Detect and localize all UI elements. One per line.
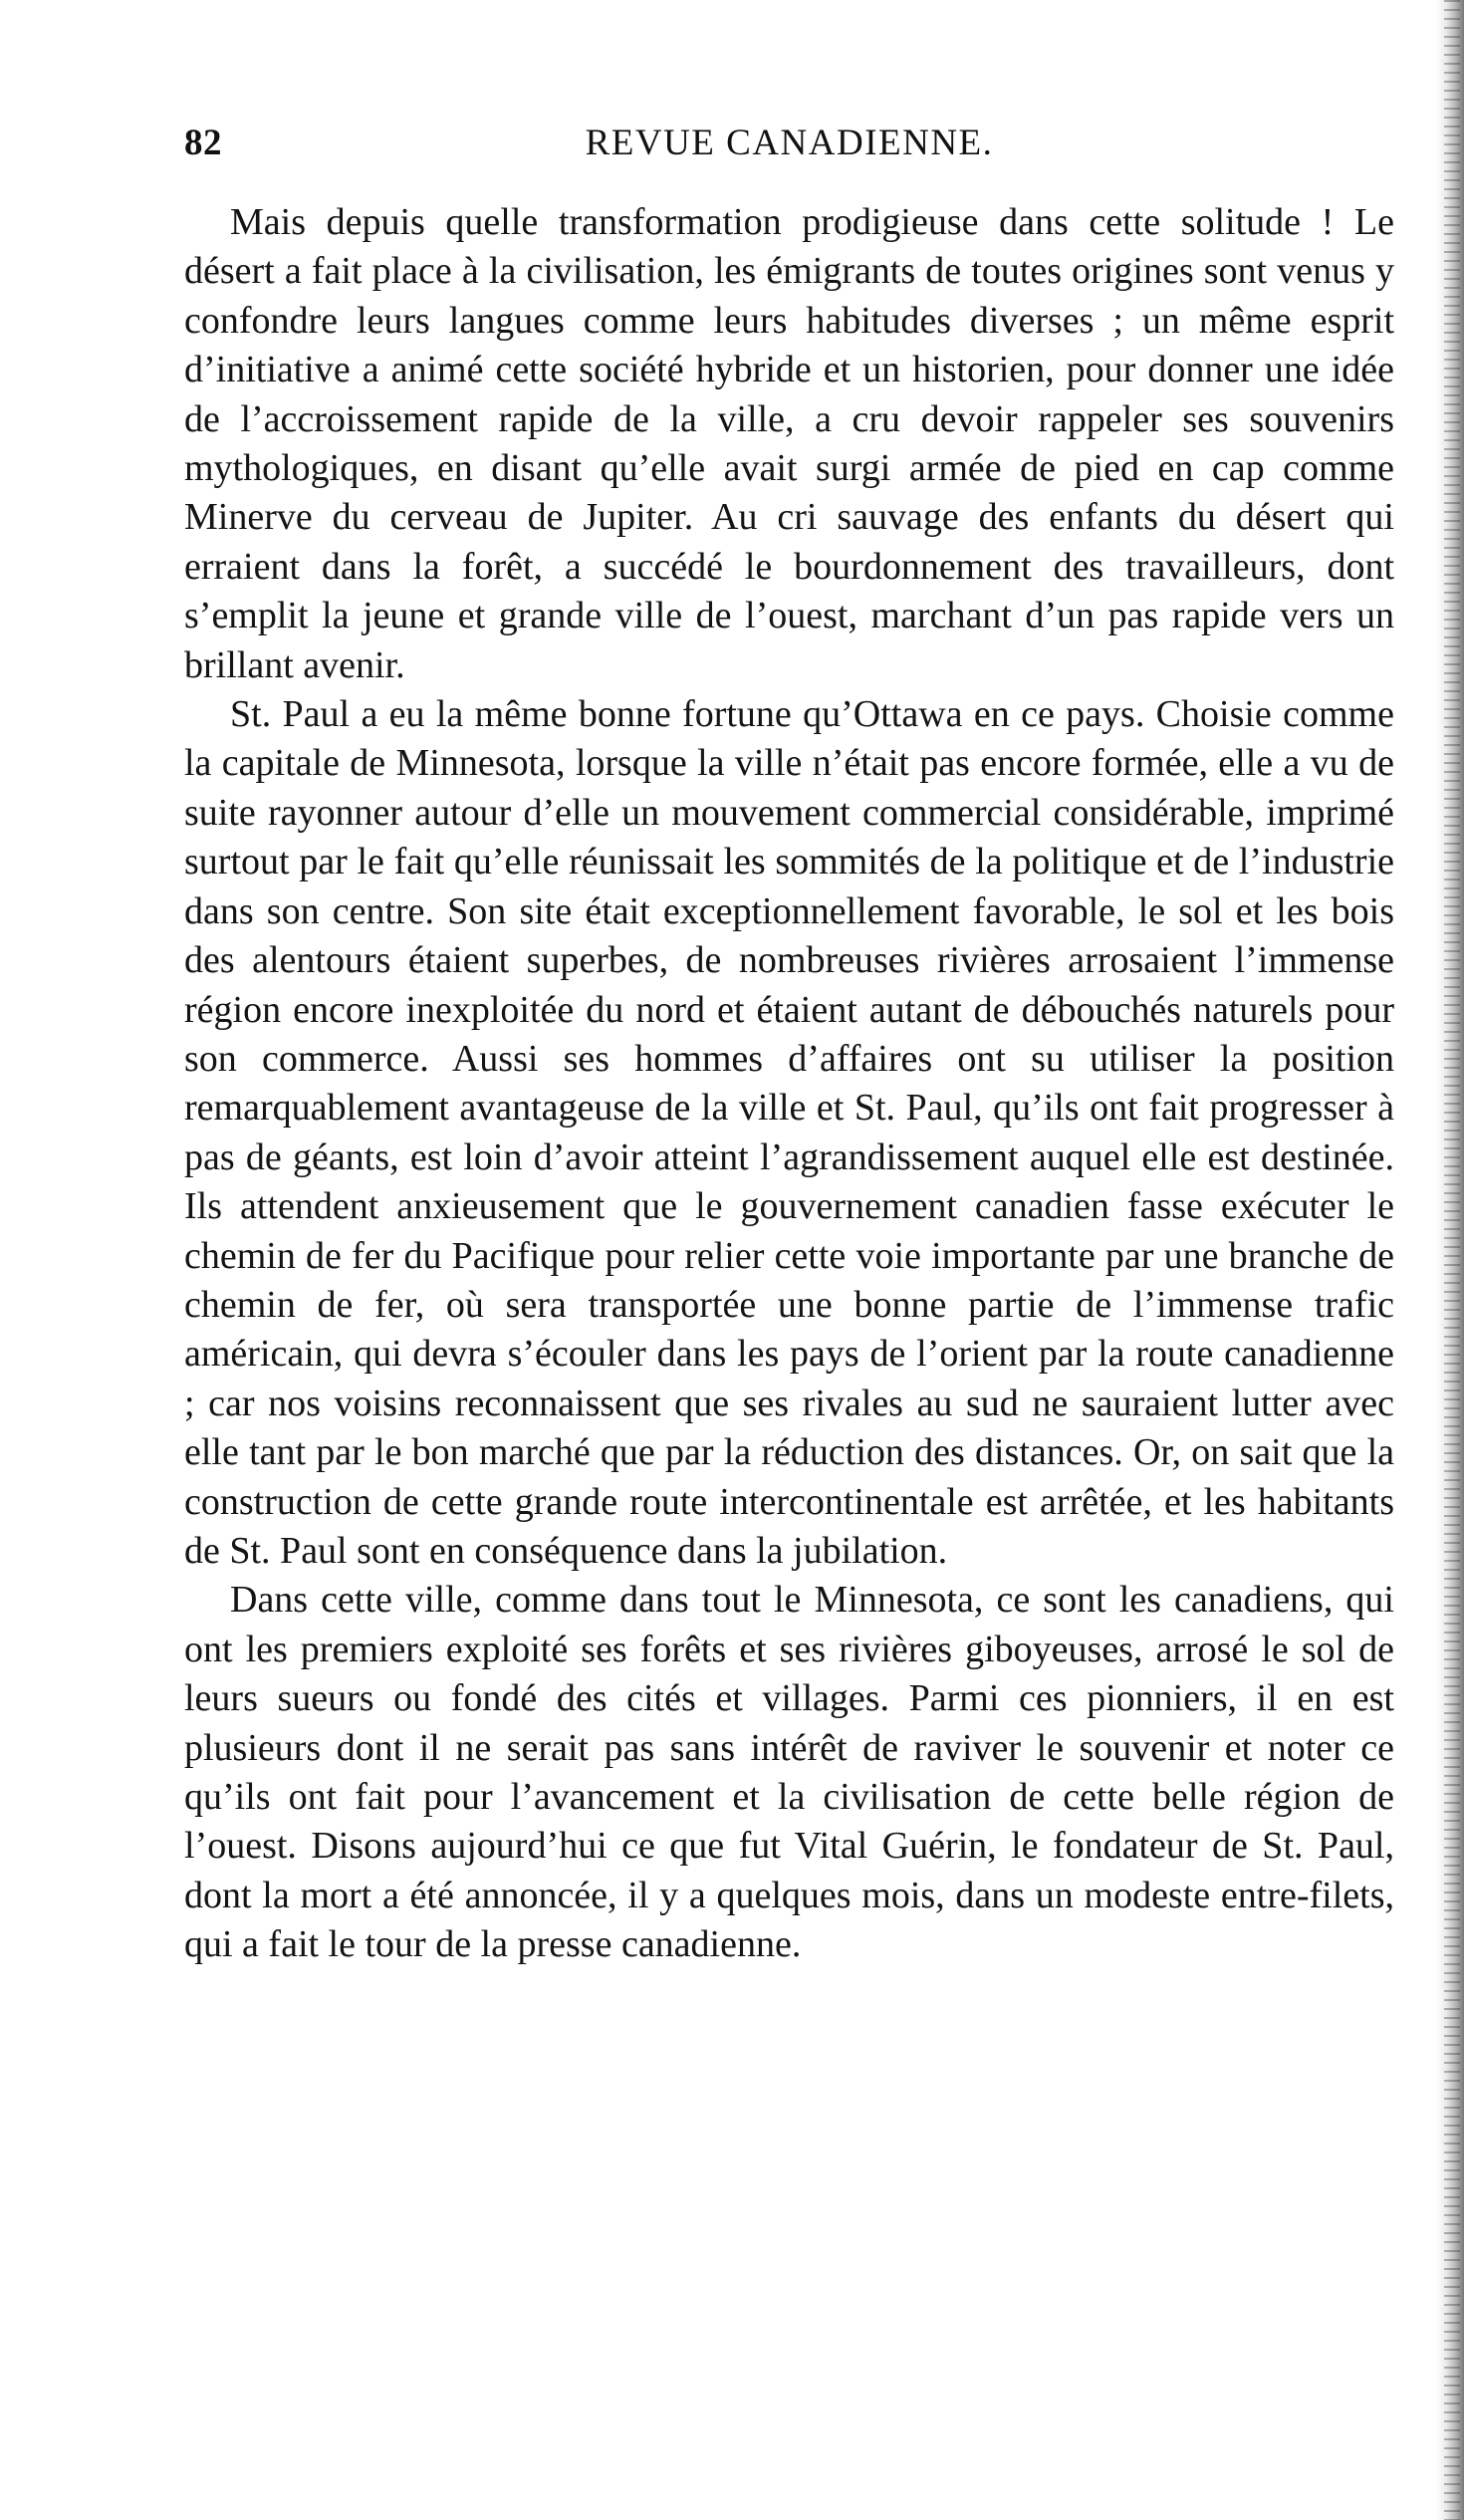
paragraph: Dans cette ville, comme dans tout le Minnesota, ce sont les canadiens, qui ont les premiers exploité ses forêts et ses rivières giboyeuses, arrosé le sol de leurs sueurs ou fondé des cités et villages. Parmi ces pionniers, il en est plusieurs dont il ne serait pas sans intérêt de raviver le souvenir et noter ce qu’ils ont fait pour l’avancement et la civilisation de cette belle région de l’ouest. Disons aujourd’hui ce que fut Vital Guérin, le fondateur de St. Paul, dont la mort a été annoncée, il y a quelques mois, dans un modeste entre-filets, qui a fait le tour de la presse canadienne.	[184, 1579, 1394, 1966]
running-head	[184, 122, 1394, 181]
article-body	[184, 198, 1394, 1970]
page-edge-texture	[1444, 0, 1460, 2520]
paragraph: St. Paul a eu la même bonne fortune qu’Ottawa en ce pays. Choisie comme la capitale de Minnesota, lorsque la ville n’était pas encore formée, elle a vu de suite rayonner autour d’elle un mouvement commercial considérable, imprimé surtout par le fait qu’elle réunissait les sommités de la politique et de l’industrie dans son centre. Son site était exceptionnellement favorable, le sol et les bois des alentours étaient superbes, de nombreuses rivières arrosaient l’immense région encore inexploitée du nord et étaient autant de débouchés naturels pour son commerce. Aussi ses hommes d’affaires ont su utiliser la position remarquablement avantageuse de la ville et St. Paul, qu’ils ont fait progresser à pas de géants, est loin d’avoir atteint l’agrandissement auquel elle est destinée. Ils attendent anxieusement que le gouvernement canadien fasse exécuter le chemin de fer du Pacifique pour relier cette voie importante par une branche de chemin de fer, où sera transportée une bonne partie de l’immense trafic américain, qui devra s’écouler dans les pays de l’orient par la route canadienne ; car nos voisins reconnaissent que ses rivales au sud ne sauraient lutter avec elle tant par le bon marché que par la réduction des distances. Or, on sait que la construction de cette grande route intercontinentale est arrêtée, et les habitants de St. Paul sont en conséquence dans la jubilation.	[184, 693, 1394, 1572]
page-number: 82	[184, 123, 222, 163]
paragraph: Mais depuis quelle transformation prodigieuse dans cette solitude ! Le désert a fait place à la civilisation, les émigrants de toutes origines sont venus y confondre leurs langues comme leurs habitudes diverses ; un même esprit d’initiative a animé cette société hybride et un historien, pour donner une idée de l’accroissement rapide de la ville, a cru devoir rappeler ses souvenirs mythologiques, en disant qu’elle avait surgi armée de pied en cap comme Minerve du cerveau de Jupiter. Au cri sauvage des enfants du désert qui erraient dans la forêt, a succédé le bourdonnement des travailleurs, dont s’emplit la jeune et grande ville de l’ouest, marchant d’un pas rapide vers un brillant avenir.	[184, 201, 1394, 686]
journal-title: REVUE CANADIENNE.	[585, 123, 994, 163]
